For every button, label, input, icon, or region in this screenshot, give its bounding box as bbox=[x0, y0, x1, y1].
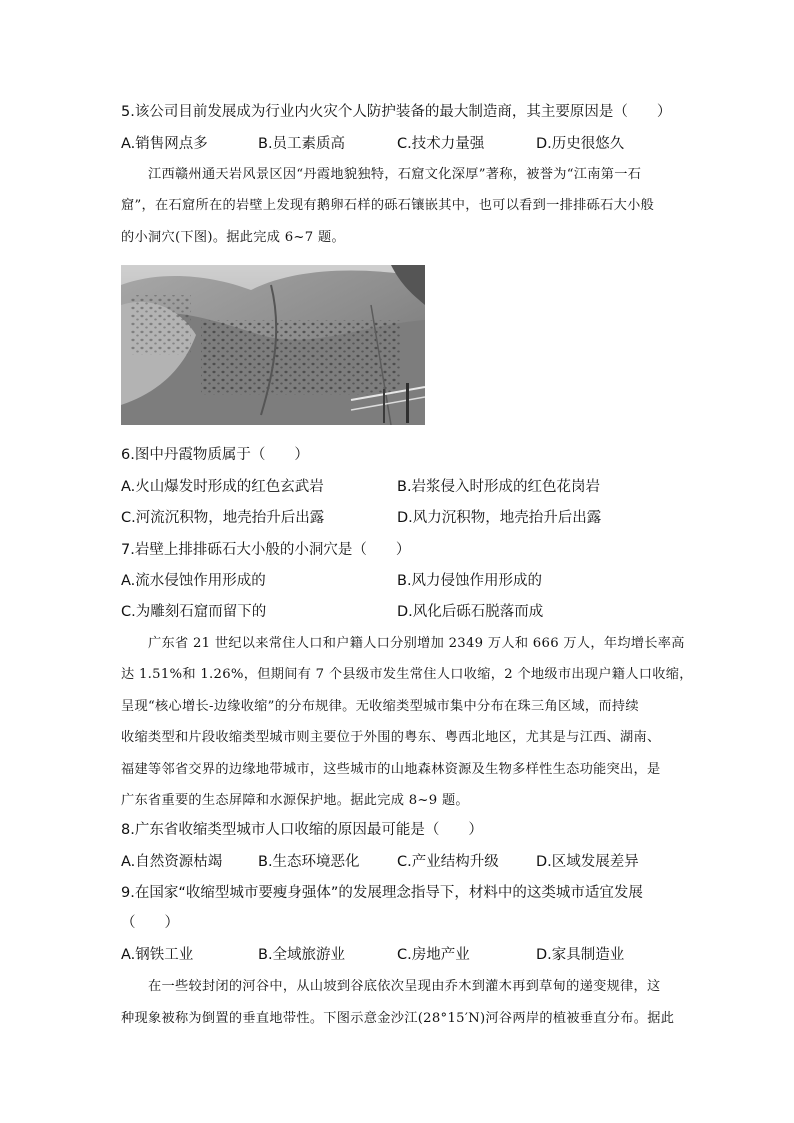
q6-option-b: B.岩浆侵入时形成的红色花岗岩 bbox=[397, 479, 601, 495]
passage2-line-2: 达 1.51%和 1.26%，但期间有 7 个县级市发生常住人口收缩，2 个地级市出现户籍人口收缩， bbox=[121, 667, 693, 682]
q9-stem-line-1: 9.在国家“收缩型城市要瘦身强体”的发展理念指导下，材料中的这类城市适宜发展 bbox=[121, 885, 643, 901]
q7-option-c: C.为雕刻石窟而留下的 bbox=[121, 604, 267, 620]
q5-option-b: B.员工素质高 bbox=[258, 136, 346, 152]
q7-option-d: D.风化后砾石脱落而成 bbox=[397, 604, 544, 620]
q8-stem: 8.广东省收缩类型城市人口收缩的原因最可能是（ ） bbox=[121, 822, 483, 838]
q8-option-a: A.自然资源枯竭 bbox=[121, 854, 223, 870]
q5-option-d: D.历史很悠久 bbox=[536, 136, 625, 152]
q9-option-d: D.家具制造业 bbox=[536, 947, 625, 963]
passage3-line-2: 种现象被称为倒置的垂直地带性。下图示意金沙江(28°15′N)河谷两岸的植被垂直分布。据此 bbox=[121, 1011, 675, 1026]
q9-stem-line-2: （ ） bbox=[121, 915, 179, 931]
q6-option-d: D.风力沉积物，地壳抬升后出露 bbox=[397, 510, 602, 526]
q9-option-b: B.全域旅游业 bbox=[258, 947, 346, 963]
passage1-line-1: 江西赣州通天岩风景区因“丹霞地貌独特，石窟文化深厚”著称，被誉为“江南第一石 bbox=[148, 167, 642, 182]
passage2-line-1: 广东省 21 世纪以来常住人口和户籍人口分别增加 2349 万人和 666 万人，年均增长率高 bbox=[148, 636, 685, 651]
passage3-line-1: 在一些较封闭的河谷中，从山坡到谷底依次呈现由乔木到灌木再到草甸的递变规律，这 bbox=[148, 979, 661, 994]
passage1-line-3: 的小洞穴(下图)。据此完成 6~7 题。 bbox=[121, 230, 345, 245]
q9-option-a: A.钢铁工业 bbox=[121, 947, 194, 963]
passage2-line-4: 收缩类型和片段收缩类型城市则主要位于外围的粤东、粤西北地区，尤其是与江西、湖南、 bbox=[121, 730, 661, 745]
q6-option-c: C.河流沉积物，地壳抬升后出露 bbox=[121, 510, 325, 526]
q8-option-c: C.产业结构升级 bbox=[397, 854, 499, 870]
q7-option-b: B.风力侵蚀作用形成的 bbox=[397, 573, 543, 589]
rock-wall-photo bbox=[121, 265, 425, 425]
passage2-line-3: 呈现“核心增长-边缘收缩”的分布规律。无收缩类型城市集中分布在珠三角区域，而持续 bbox=[121, 699, 639, 714]
q7-option-a: A.流水侵蚀作用形成的 bbox=[121, 573, 266, 589]
passage2-line-6: 广东省重要的生态屏障和水源保护地。据此完成 8~9 题。 bbox=[121, 793, 469, 808]
q5-option-a: A.销售网点多 bbox=[121, 136, 208, 152]
q8-option-b: B.生态环境恶化 bbox=[258, 854, 360, 870]
q5-option-c: C.技术力量强 bbox=[397, 136, 485, 152]
q7-stem: 7.岩壁上排排砾石大小般的小洞穴是（ ） bbox=[121, 542, 411, 558]
passage1-line-2: 窟”，在石窟所在的岩壁上发现有鹅卵石样的砾石镶嵌其中，也可以看到一排排砾石大小般 bbox=[121, 198, 655, 213]
q6-option-a: A.火山爆发时形成的红色玄武岩 bbox=[121, 479, 324, 495]
passage2-line-5: 福建等邻省交界的边缘地带城市，这些城市的山地森林资源及生物多样性生态功能突出，是 bbox=[121, 762, 661, 777]
q6-stem: 6.图中丹霞物质属于（ ） bbox=[121, 447, 309, 463]
q5-stem: 5.该公司目前发展成为行业内火灾个人防护装备的最大制造商，其主要原因是（ ） bbox=[121, 104, 672, 120]
q8-option-d: D.区域发展差异 bbox=[536, 854, 639, 870]
q9-option-c: C.房地产业 bbox=[397, 947, 470, 963]
